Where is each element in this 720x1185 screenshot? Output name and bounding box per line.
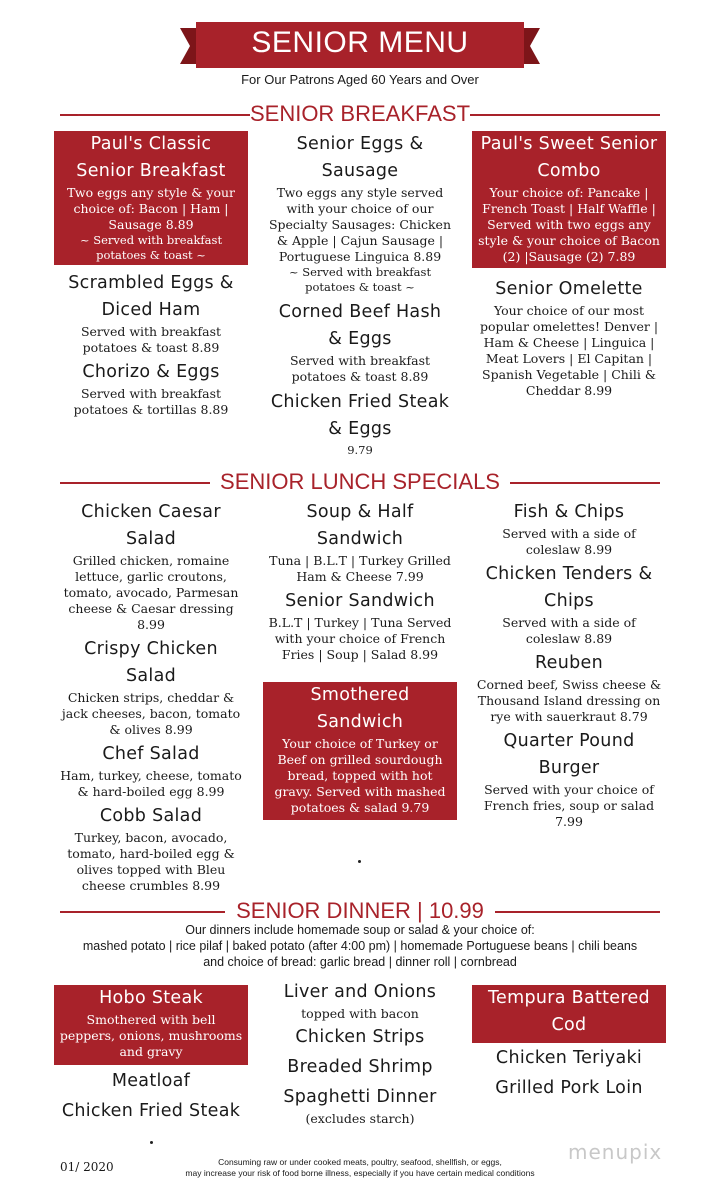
item-desc: Portuguese Linguica 8.89 xyxy=(278,249,442,264)
divider-line xyxy=(495,911,660,913)
menu-item-hobo-steak xyxy=(54,985,248,1065)
item-title: Cod xyxy=(551,1015,587,1035)
menu-item-meatloaf: Meatloaf xyxy=(111,1071,191,1091)
item-desc: Two eggs any style served xyxy=(276,185,444,200)
item-desc: Two eggs any style & your xyxy=(67,185,235,200)
item-title: Chicken Fried Steak xyxy=(270,392,450,412)
item-desc: Spanish Vegetable | Chili & xyxy=(482,367,656,382)
item-title: Hobo Steak xyxy=(99,988,203,1008)
item-desc: & olives 8.99 xyxy=(109,722,193,737)
item-desc: Served with two eggs any xyxy=(487,217,651,232)
item-desc: rye with sauerkraut 8.79 xyxy=(490,709,648,724)
item-desc: Chicken strips, cheddar & xyxy=(67,690,235,705)
dinner-info-line: mashed potato | rice pilaf | baked potato (after 4:00 pm) | homemade Portuguese beans | chili beans xyxy=(82,939,638,953)
item-desc: Sausage 8.89 xyxy=(108,217,194,232)
item-desc: French fries, soup or salad xyxy=(483,798,655,813)
dinner-items-col2 xyxy=(260,979,460,1127)
item-desc: Beef on grilled sourdough xyxy=(277,752,443,767)
dinner-items-col1 xyxy=(54,1066,248,1126)
item-desc: Served with breakfast xyxy=(289,353,431,368)
item-title: Corned Beef Hash xyxy=(278,302,442,322)
menu-item-chorizo-eggs xyxy=(54,359,248,418)
item-title: Chips xyxy=(544,591,594,611)
item-desc: cheese & Caesar dressing xyxy=(68,601,234,616)
item-title: Quarter Pound xyxy=(503,731,635,751)
item-desc: cheese crumbles 8.99 xyxy=(81,878,221,893)
item-price: 9.79 xyxy=(347,443,373,457)
item-desc: gravy. Served with mashed xyxy=(274,784,446,799)
item-title: Fish & Chips xyxy=(513,502,625,522)
item-desc: Served with a side of xyxy=(502,526,636,541)
item-desc: with your choice of French xyxy=(274,631,446,646)
health-disclaimer xyxy=(150,1157,570,1179)
item-title: Senior Eggs & xyxy=(296,134,424,154)
dinner-info-line: Our dinners include homemade soup or salad & your choice of: xyxy=(185,923,535,937)
menu-item-crispy-chicken xyxy=(54,636,248,738)
item-desc: popular omelettes! Denver | xyxy=(479,319,659,334)
menu-item-senior-eggs-sausage xyxy=(260,131,460,295)
item-title: Tempura Battered xyxy=(488,988,650,1008)
item-title: Paul's Classic xyxy=(90,134,212,154)
item-desc: topped with bacon xyxy=(301,1006,419,1021)
item-desc: (excludes starch) xyxy=(305,1111,415,1126)
item-desc: with your choice of our xyxy=(286,201,434,216)
item-desc: tomato, avocado, Parmesan xyxy=(63,585,239,600)
menu-title: SENIOR MENU xyxy=(251,26,469,59)
item-title: Salad xyxy=(125,529,177,549)
dinner-items-col3 xyxy=(472,1043,666,1103)
menu-item-breaded-shrimp: Breaded Shrimp xyxy=(287,1057,433,1077)
item-desc: (2) |Sausage (2) 7.89 xyxy=(502,249,636,264)
watermark-logo: menupix xyxy=(568,1140,663,1164)
item-title: Senior Breakfast xyxy=(76,161,226,181)
menu-item-chef-salad xyxy=(54,741,248,800)
menu-item-chicken-strips: Chicken Strips xyxy=(295,1027,425,1047)
divider-line xyxy=(510,482,660,484)
item-desc: Ham & Cheese | Linguica | xyxy=(483,335,655,350)
section-heading-dinner: SENIOR DINNER | 10.99 xyxy=(236,898,484,923)
item-desc: Your choice of Turkey or xyxy=(282,736,438,751)
menu-item-soup-half-sandwich xyxy=(260,499,460,585)
menu-item-spaghetti-dinner: Spaghetti Dinner xyxy=(283,1087,437,1107)
item-desc: and gravy xyxy=(119,1044,183,1059)
item-title: Senior Omelette xyxy=(495,279,643,299)
item-desc: French Toast | Half Waffle | xyxy=(482,201,656,216)
item-desc: & Apple | Cajun Sausage | xyxy=(276,233,444,248)
item-title: & Eggs xyxy=(328,419,392,439)
item-title: Sandwich xyxy=(316,529,404,549)
section-heading-lunch: SENIOR LUNCH SPECIALS xyxy=(220,469,500,494)
menu-item-tempura-cod xyxy=(472,985,666,1043)
stray-dot xyxy=(358,860,361,863)
menu-item-fish-chips xyxy=(472,499,666,558)
item-note: potatoes & toast ~ xyxy=(96,248,206,262)
item-desc: choice of: Bacon | Ham | xyxy=(73,201,229,216)
item-desc: potatoes & toast 8.89 xyxy=(82,340,220,355)
item-desc: Served with your choice of xyxy=(484,782,654,797)
item-desc: & hard-boiled egg 8.99 xyxy=(77,784,225,799)
item-desc: Grilled chicken, romaine xyxy=(72,553,230,568)
item-desc: potatoes & tortillas 8.89 xyxy=(73,402,229,417)
item-desc: Ham & Cheese 7.99 xyxy=(296,569,424,584)
item-desc: B.L.T | Turkey | Tuna Served xyxy=(268,615,452,630)
item-desc: Your choice of our most xyxy=(493,303,645,318)
item-desc: Fries | Soup | Salad 8.99 xyxy=(281,647,439,662)
item-title: Chef Salad xyxy=(102,744,200,764)
item-desc: style & your choice of Bacon xyxy=(478,233,660,248)
disclaimer-line: Consuming raw or under cooked meats, poultry, seafood, shellfish, or eggs, xyxy=(218,1157,502,1167)
menu-item-cobb-salad xyxy=(54,803,248,894)
item-desc: Specialty Sausages: Chicken xyxy=(268,217,452,232)
item-title: Combo xyxy=(537,161,601,181)
item-desc: Cheddar 8.99 xyxy=(525,383,613,398)
item-desc: Turkey, bacon, avocado, xyxy=(74,830,228,845)
item-title: Crispy Chicken xyxy=(84,639,218,659)
item-desc: lettuce, garlic croutons, xyxy=(75,569,227,584)
menu-item-senior-omelette xyxy=(472,276,666,399)
item-title: & Eggs xyxy=(328,329,392,349)
menu-item-chicken-teriyaki: Chicken Teriyaki xyxy=(495,1048,643,1068)
menu-item-smothered-sandwich xyxy=(263,682,457,820)
divider-line xyxy=(470,114,660,116)
item-note: ~ Served with breakfast xyxy=(288,265,432,279)
menu-item-chicken-fried-steak-eggs xyxy=(250,389,470,458)
item-desc: Tuna | B.L.T | Turkey Grilled xyxy=(269,553,451,568)
item-desc: potatoes & toast 8.89 xyxy=(291,369,429,384)
item-title: Chicken Tenders & xyxy=(485,564,653,584)
item-title: Cobb Salad xyxy=(99,806,203,826)
item-title: Burger xyxy=(538,758,600,778)
item-title: Sandwich xyxy=(316,712,404,732)
menu-item-chicken-tenders xyxy=(472,561,666,647)
item-title: Reuben xyxy=(535,653,603,673)
item-desc: olives topped with Bleu xyxy=(76,862,226,877)
item-desc: Served with breakfast xyxy=(80,324,222,339)
item-title: Senior Sandwich xyxy=(285,591,435,611)
item-desc: Corned beef, Swiss cheese & xyxy=(476,677,662,692)
menu-title-banner xyxy=(180,22,540,70)
item-desc: 8.99 xyxy=(137,617,165,632)
menu-item-chicken-fried-steak: Chicken Fried Steak xyxy=(61,1101,241,1121)
item-desc: Smothered with bell xyxy=(86,1012,216,1027)
menu-item-grilled-pork-loin: Grilled Pork Loin xyxy=(495,1078,643,1098)
menu-subtitle: For Our Patrons Aged 60 Years and Over xyxy=(241,72,479,87)
item-desc: coleslaw 8.99 xyxy=(525,542,613,557)
item-desc: Thousand Island dressing on xyxy=(477,693,661,708)
item-desc: tomato, hard-boiled egg & xyxy=(67,846,235,861)
item-desc: Your choice of: Pancake | xyxy=(489,185,649,200)
menu-item-senior-sandwich xyxy=(260,588,460,663)
section-heading-breakfast: SENIOR BREAKFAST xyxy=(249,101,471,126)
item-title: Paul's Sweet Senior xyxy=(480,134,658,154)
item-desc: jack cheeses, bacon, tomato xyxy=(61,706,241,721)
item-desc: Served with a side of xyxy=(502,615,636,630)
menu-item-chicken-caesar xyxy=(54,499,248,633)
dinner-info-line: and choice of bread: garlic bread | dinner roll | cornbread xyxy=(203,955,517,969)
menu-date: 01/ 2020 xyxy=(60,1160,114,1174)
item-desc: 7.99 xyxy=(555,814,583,829)
item-desc: Served with breakfast xyxy=(80,386,222,401)
item-title: Chorizo & Eggs xyxy=(82,362,220,382)
menu-item-scrambled-eggs xyxy=(54,270,248,356)
disclaimer-line: may increase your risk of food borne illness, especially if you have certain medical conditions xyxy=(185,1168,535,1178)
item-desc: bread, topped with hot xyxy=(287,768,433,783)
item-title: Smothered xyxy=(310,685,410,705)
menu-item-reuben xyxy=(472,650,666,725)
menu-item-pauls-classic xyxy=(54,131,248,265)
item-title: Diced Ham xyxy=(101,300,201,320)
item-desc: Ham, turkey, cheese, tomato xyxy=(60,768,242,783)
item-title: Sausage xyxy=(321,161,399,181)
item-title: Scrambled Eggs & xyxy=(68,273,234,293)
item-title: Salad xyxy=(125,666,177,686)
menu-item-liver-onions: Liver and Onions xyxy=(283,982,437,1002)
item-note: potatoes & toast ~ xyxy=(305,280,415,294)
stray-dot xyxy=(150,1141,153,1144)
item-desc: peppers, onions, mushrooms xyxy=(59,1028,243,1043)
item-note: ~ Served with breakfast xyxy=(79,233,223,247)
item-desc: potatoes & salad 9.79 xyxy=(290,800,430,815)
item-title: Soup & Half xyxy=(306,502,414,522)
menu-item-quarter-pound-burger xyxy=(472,728,666,830)
item-title: Chicken Caesar xyxy=(81,502,221,522)
menu-item-corned-beef-hash xyxy=(260,299,460,385)
menu-item-pauls-sweet-combo xyxy=(472,131,666,268)
item-desc: coleslaw 8.89 xyxy=(525,631,613,646)
item-desc: Meat Lovers | El Capitan | xyxy=(485,351,653,366)
